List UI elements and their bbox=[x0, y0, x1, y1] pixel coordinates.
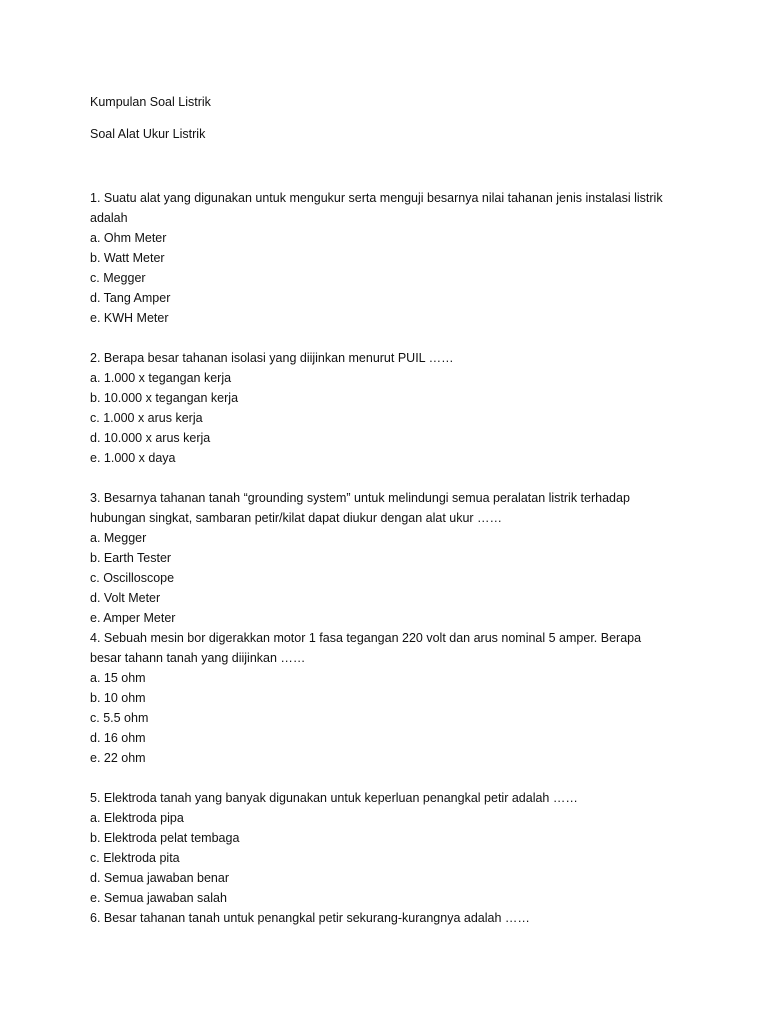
question-text: hubungan singkat, sambaran petir/kilat dapat diukur dengan alat ukur …… bbox=[90, 511, 503, 525]
option-d: d. Semua jawaban benar bbox=[90, 871, 229, 885]
option-a: a. Ohm Meter bbox=[90, 231, 167, 245]
option-b: b. 10 ohm bbox=[90, 691, 146, 705]
question-text: besar tahann tanah yang diijinkan …… bbox=[90, 651, 306, 665]
document-title: Kumpulan Soal Listrik bbox=[90, 95, 211, 109]
document-page bbox=[90, 92, 690, 928]
option-a: a. 15 ohm bbox=[90, 671, 146, 685]
question-text: 3. Besarnya tahanan tanah “grounding system” untuk melindungi semua peralatan listrik terhadap bbox=[90, 491, 630, 505]
option-e: e. KWH Meter bbox=[90, 311, 169, 325]
option-d: d. 16 ohm bbox=[90, 731, 146, 745]
option-b: b. 10.000 x tegangan kerja bbox=[90, 391, 239, 405]
option-a: a. Elektroda pipa bbox=[90, 811, 184, 825]
document-subtitle: Soal Alat Ukur Listrik bbox=[90, 127, 206, 141]
option-b: b. Earth Tester bbox=[90, 551, 172, 565]
option-d: d. Tang Amper bbox=[90, 291, 171, 305]
option-c: c. Oscilloscope bbox=[90, 571, 175, 585]
question-text: 1. Suatu alat yang digunakan untuk mengukur serta menguji besarnya nilai tahanan jenis instalasi listrik bbox=[90, 191, 663, 205]
question-text: 5. Elektroda tanah yang banyak digunakan untuk keperluan penangkal petir adalah …… bbox=[90, 791, 578, 805]
question-4 bbox=[90, 628, 690, 768]
question-3 bbox=[90, 488, 690, 628]
option-c: c. Elektroda pita bbox=[90, 851, 180, 865]
option-b: b. Watt Meter bbox=[90, 251, 165, 265]
option-a: a. Megger bbox=[90, 531, 147, 545]
option-c: c. 5.5 ohm bbox=[90, 711, 149, 725]
question-text: 4. Sebuah mesin bor digerakkan motor 1 fasa tegangan 220 volt dan arus nominal 5 amper. Berapa bbox=[90, 631, 642, 645]
option-b: b. Elektroda pelat tembaga bbox=[90, 831, 240, 845]
option-e: e. 1.000 x daya bbox=[90, 451, 176, 465]
option-a: a. 1.000 x tegangan kerja bbox=[90, 371, 232, 385]
option-d: d. Volt Meter bbox=[90, 591, 161, 605]
question-1 bbox=[90, 188, 690, 328]
question-6 bbox=[90, 908, 690, 928]
option-e: e. Amper Meter bbox=[90, 611, 176, 625]
option-e: e. 22 ohm bbox=[90, 751, 146, 765]
option-c: c. Megger bbox=[90, 271, 146, 285]
question-5 bbox=[90, 788, 690, 908]
question-text: 2. Berapa besar tahanan isolasi yang diijinkan menurut PUIL …… bbox=[90, 351, 454, 365]
option-d: d. 10.000 x arus kerja bbox=[90, 431, 211, 445]
question-text: adalah bbox=[90, 211, 128, 225]
option-e: e. Semua jawaban salah bbox=[90, 891, 227, 905]
option-c: c. 1.000 x arus kerja bbox=[90, 411, 203, 425]
question-text: 6. Besar tahanan tanah untuk penangkal petir sekurang-kurangnya adalah …… bbox=[90, 911, 530, 925]
question-2 bbox=[90, 348, 690, 468]
